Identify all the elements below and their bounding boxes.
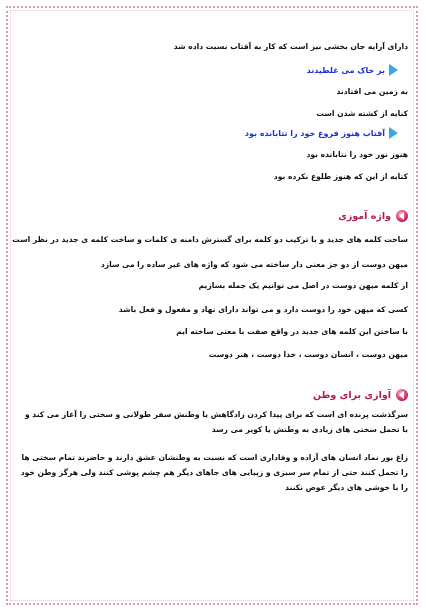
item1-line-2: کنایه از کشته شدن است bbox=[316, 109, 408, 118]
document-page bbox=[12, 30, 408, 600]
homeland-paragraph-2: زاغ بور نماد انسان های آزاده و وفاداری است که نسبت به وطنشان عشق دارند و حاضرند تمام سختی ها را تحمل کنند حتی از تمام سر سبزی و زیبایی های جاهای دیگر هم چشم پوشی کنند ولی هرگز وطن خود را با خوشی های دیگر عوض نکنند bbox=[20, 453, 408, 492]
vocab-line-6: میهن دوست ، انسان دوست ، خدا دوست ، هنر دوست bbox=[208, 350, 408, 359]
section-homeland-title: آوازی برای وطن bbox=[312, 389, 391, 401]
play-bullet-icon bbox=[396, 210, 408, 222]
subheading-1 bbox=[307, 64, 398, 76]
item2-line-2: کنایه از این که هنوز طلوع نکرده بود bbox=[273, 172, 408, 181]
triangle-bullet-icon bbox=[389, 64, 398, 76]
vocab-line-2: میهن دوست از دو جز معنی دار ساخته می شود که واژه های غیر ساده را می سازد bbox=[100, 260, 408, 269]
play-bullet-icon bbox=[396, 389, 408, 401]
item1-line-1: به زمین می افتادند bbox=[336, 87, 408, 96]
triangle-bullet-icon bbox=[389, 127, 398, 139]
vocab-line-5: با ساختن این کلمه های جدید در واقع صفت با معنی ساخته ایم bbox=[176, 327, 408, 336]
item2-line-1: هنوز نور خود را نتابانده بود bbox=[306, 150, 408, 159]
section-vocab-heading bbox=[338, 210, 408, 222]
subheading-2 bbox=[245, 127, 398, 139]
homeland-paragraph-1: سرگذشت پرنده ای است که برای پیدا کردن زادگاهش یا وطنش سفر طولانی و سختی را آغاز می کند و با تحمل سختی های زیادی به وطنش یا کویر می رسد bbox=[24, 410, 408, 434]
section-homeland-heading bbox=[313, 389, 408, 401]
vocab-line-3: از کلمه میهن دوست در اصل می توانیم یک جمله بسازیم bbox=[198, 281, 408, 290]
vocab-line-4: کسی که میهن خود را دوست دارد و می تواند دارای نهاد و مفعول و فعل باشد bbox=[118, 305, 408, 314]
subheading-2-text: آفتاب هنوز فروغ خود را نتابانده بود bbox=[244, 128, 385, 138]
vocab-line-1: ساخت کلمه های جدید و با ترکیب دو کلمه برای گسترش دامنه ی کلمات و ساخت کلمه ی جدید در نظر است bbox=[12, 235, 408, 244]
intro-text: دارای آرایه جان بخشی نیز است که کار به آفتاب نسبت داده شد bbox=[173, 42, 408, 51]
section-vocab-title: واژه آموزی bbox=[338, 210, 391, 222]
subheading-1-text: بر خاک می غلطیدند bbox=[306, 65, 385, 75]
